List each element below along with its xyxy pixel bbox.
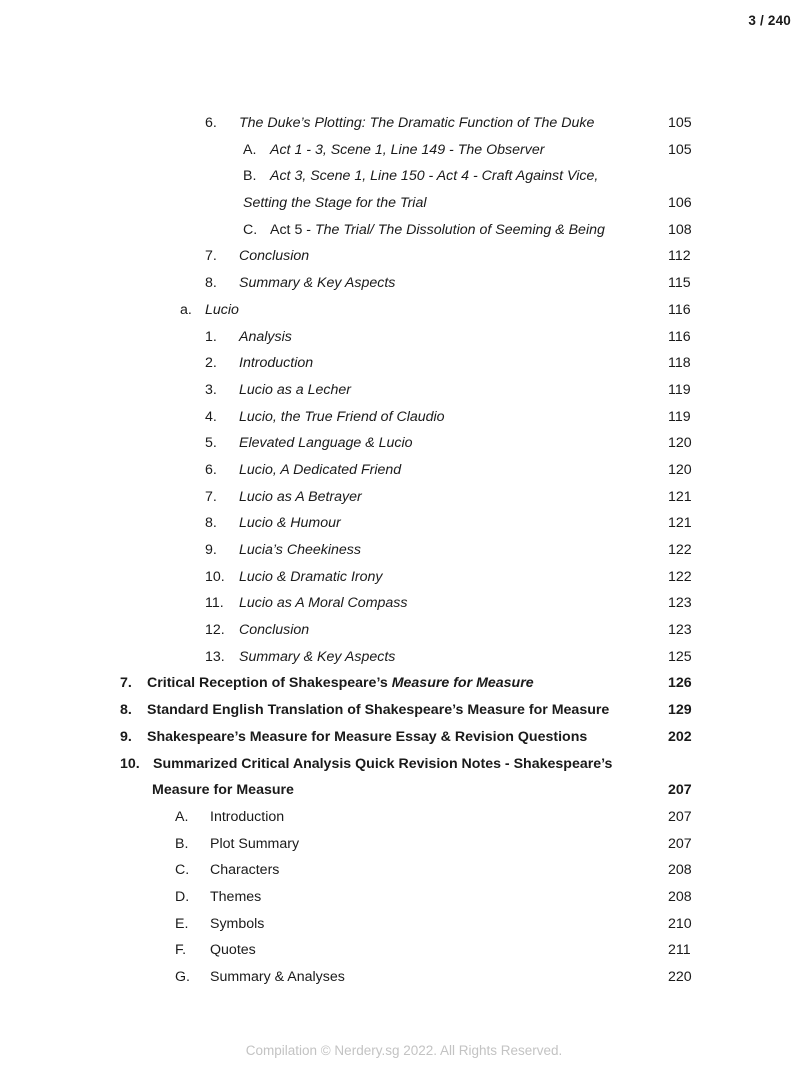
- toc-entry-marker: 10.: [120, 755, 140, 772]
- toc-entry[interactable]: [0, 756, 808, 783]
- toc-entry-marker: 12.: [205, 622, 225, 639]
- toc-entry-label: Elevated Language & Lucio: [239, 435, 413, 452]
- toc-entry[interactable]: [0, 889, 808, 916]
- toc-entry-marker: D.: [175, 888, 190, 905]
- toc-entry[interactable]: [0, 355, 808, 382]
- toc-entry-marker: 4.: [205, 408, 217, 425]
- toc-entry-marker: C.: [175, 862, 190, 879]
- toc-entry-page-number: 123: [668, 622, 692, 639]
- toc-entry-label: Themes: [210, 888, 262, 905]
- toc-entry[interactable]: [0, 836, 808, 863]
- toc-entry-page-number: 120: [668, 461, 692, 478]
- toc-entry-page-number: 129: [668, 702, 692, 719]
- toc-entry-label: Summary & Analyses: [210, 969, 345, 985]
- toc-entry-page-number: 118: [668, 355, 691, 372]
- toc-entry[interactable]: [0, 675, 808, 702]
- toc-entry-label: [270, 222, 605, 238]
- toc-entry-page-number: 207: [668, 808, 692, 825]
- toc-entry-marker: 7.: [120, 675, 132, 692]
- toc-entry-label-italic: Measure for Measure: [391, 675, 534, 692]
- toc-entry-marker: B.: [175, 835, 189, 852]
- toc-entry-label: Summarized Critical Analysis Quick Revision Notes - Shakespeare’s: [153, 755, 613, 772]
- toc-entry-marker: A.: [175, 808, 189, 825]
- toc-entry[interactable]: [0, 942, 808, 969]
- toc-entry-marker: 7.: [205, 248, 217, 265]
- toc-entry[interactable]: [0, 569, 808, 596]
- toc-entry-marker: 7.: [205, 488, 217, 505]
- toc-entry-label: Plot Summary: [210, 835, 300, 852]
- toc-entry-label-roman: Act 5 -: [270, 221, 315, 238]
- toc-entry-page-number: 112: [668, 248, 691, 265]
- toc-entry-label: Act 1 - 3, Scene 1, Line 149 - The Observer: [270, 141, 545, 158]
- toc-entry-page-number: 208: [668, 862, 692, 879]
- toc-entry[interactable]: [0, 622, 808, 649]
- toc-entry-page-number: 126: [668, 675, 692, 692]
- toc-entry-page-number: 123: [668, 595, 692, 612]
- toc-entry-page-number: 115: [668, 275, 691, 292]
- toc-entry-label: Conclusion: [239, 622, 310, 639]
- toc-entry[interactable]: [0, 409, 808, 436]
- toc-entry-page-number: 207: [668, 835, 692, 852]
- toc-entry[interactable]: [0, 435, 808, 462]
- toc-entry-page-number: 208: [668, 888, 692, 905]
- toc-entry-page-number: 220: [668, 969, 692, 985]
- toc-entry-label: Act 3, Scene 1, Line 150 - Act 4 - Craft Against Vice,: [270, 168, 599, 185]
- toc-entry-marker: 6.: [205, 115, 217, 131]
- toc-entry[interactable]: [0, 222, 808, 249]
- toc-entry-label: Summary & Key Aspects: [239, 648, 396, 665]
- toc-entry-label: Lucia’s Cheekiness: [239, 542, 361, 558]
- toc-entry-label: Lucio & Dramatic Irony: [239, 568, 383, 585]
- toc-entry-page-number: 207: [668, 782, 692, 799]
- toc-entry[interactable]: [0, 248, 808, 275]
- toc-entry[interactable]: [0, 542, 808, 569]
- toc-entry[interactable]: [0, 195, 808, 222]
- toc-entry[interactable]: [0, 969, 808, 996]
- toc-entry-marker: B.: [243, 168, 257, 185]
- toc-entry-label: Measure for Measure: [152, 782, 294, 799]
- toc-entry-label: Lucio, the True Friend of Claudio: [239, 408, 445, 425]
- toc-entry-marker: C.: [243, 221, 258, 238]
- toc-entry-marker: 3.: [205, 381, 217, 398]
- toc-entry[interactable]: [0, 382, 808, 409]
- toc-entry-marker: 1.: [205, 328, 217, 345]
- toc-entry[interactable]: [0, 168, 808, 195]
- toc-entry[interactable]: [0, 729, 808, 756]
- toc-entry-page-number: 108: [668, 221, 692, 238]
- toc-entry-page-number: 121: [668, 488, 692, 505]
- toc-entry-marker: 9.: [120, 728, 132, 745]
- toc-entry-page-number: 210: [668, 915, 692, 932]
- toc-entry-marker: 10.: [205, 568, 225, 585]
- toc-entry-label: Conclusion: [239, 248, 310, 265]
- toc-entry[interactable]: [0, 275, 808, 302]
- toc-entry-label: Lucio, A Dedicated Friend: [239, 461, 402, 478]
- toc-entry-marker: 8.: [120, 702, 132, 719]
- toc-entry-marker: 6.: [205, 461, 217, 478]
- toc-entry[interactable]: [0, 809, 808, 836]
- toc-entry-page-number: 211: [668, 942, 691, 959]
- toc-entry-marker: A.: [243, 141, 257, 158]
- toc-entry-marker: 8.: [205, 515, 217, 532]
- toc-entry[interactable]: [0, 515, 808, 542]
- toc-entry-page-number: 121: [668, 515, 692, 532]
- toc-entry-label: Lucio as A Moral Compass: [239, 595, 408, 612]
- toc-entry[interactable]: [0, 489, 808, 516]
- toc-entry-label: Introduction: [210, 808, 285, 825]
- toc-entry[interactable]: [0, 115, 808, 142]
- toc-entry[interactable]: [0, 782, 808, 809]
- toc-entry-page-number: 119: [668, 381, 691, 398]
- toc-entry-label: Symbols: [210, 915, 265, 932]
- toc-entry-page-number: 105: [668, 115, 692, 131]
- toc-entry-marker: 13.: [205, 648, 225, 665]
- toc-entry-marker: 2.: [205, 355, 217, 372]
- toc-entry-page-number: 120: [668, 435, 692, 452]
- toc-entry-label: The Duke’s Plotting: The Dramatic Function of The Duke: [239, 115, 595, 131]
- toc-entry-page-number: 122: [668, 542, 692, 558]
- toc-entry[interactable]: [0, 649, 808, 676]
- toc-entry-label: [147, 675, 534, 691]
- toc-entry-label-italic: The Trial/ The Dissolution of Seeming & Being: [314, 221, 605, 238]
- toc-entry-label: Lucio as A Betrayer: [239, 488, 362, 505]
- toc-entry-label: Lucio & Humour: [239, 515, 341, 532]
- toc-entry[interactable]: [0, 462, 808, 489]
- toc-entry[interactable]: [0, 862, 808, 889]
- toc-entry-page-number: 116: [668, 328, 691, 345]
- toc-entry[interactable]: [0, 302, 808, 329]
- toc-entry-label: Lucio: [205, 301, 239, 318]
- toc-entry-label: Quotes: [210, 942, 256, 959]
- toc-entry-label-roman: Critical Reception of Shakespeare’s: [147, 675, 392, 692]
- toc-entry-label: Lucio as a Lecher: [239, 381, 351, 398]
- toc-entry-marker: 11.: [205, 595, 224, 612]
- toc-entry-page-number: 202: [668, 728, 692, 745]
- toc-entry-page-number: 122: [668, 568, 692, 585]
- toc-entry-marker: 9.: [205, 542, 217, 558]
- page-indicator: 3 / 240: [748, 13, 791, 28]
- footer-copyright: Compilation © Nerdery.sg 2022. All Rights Reserved.: [245, 1043, 563, 1058]
- toc-entry-label: Analysis: [239, 328, 292, 345]
- toc-entry-label: Setting the Stage for the Trial: [243, 195, 427, 212]
- toc-entry-marker: a.: [180, 301, 192, 318]
- toc-entry-label: Characters: [210, 862, 280, 879]
- toc-entry-page-number: 116: [668, 301, 691, 318]
- toc-entry-label: Introduction: [239, 355, 314, 372]
- toc-entry-marker: 8.: [205, 275, 217, 292]
- toc-entry-label: Standard English Translation of Shakespeare’s Measure for Measure: [147, 702, 610, 719]
- toc-entry-page-number: 119: [668, 408, 691, 425]
- toc-entry-page-number: 125: [668, 648, 692, 665]
- toc-entry-page-number: 105: [668, 141, 692, 158]
- toc-entry-marker: G.: [175, 969, 190, 985]
- toc-entry[interactable]: [0, 702, 808, 729]
- toc-entry[interactable]: [0, 595, 808, 622]
- toc-entry[interactable]: [0, 329, 808, 356]
- toc-entry-marker: E.: [175, 915, 189, 932]
- toc-entry-marker: F.: [175, 942, 187, 959]
- table-of-contents: [0, 115, 808, 996]
- toc-entry-label: Shakespeare’s Measure for Measure Essay & Revision Questions: [147, 728, 588, 745]
- toc-entry[interactable]: [0, 916, 808, 943]
- toc-entry-marker: 5.: [205, 435, 217, 452]
- toc-entry-label: Summary & Key Aspects: [239, 275, 396, 292]
- toc-entry-page-number: 106: [668, 195, 692, 212]
- toc-entry[interactable]: [0, 142, 808, 169]
